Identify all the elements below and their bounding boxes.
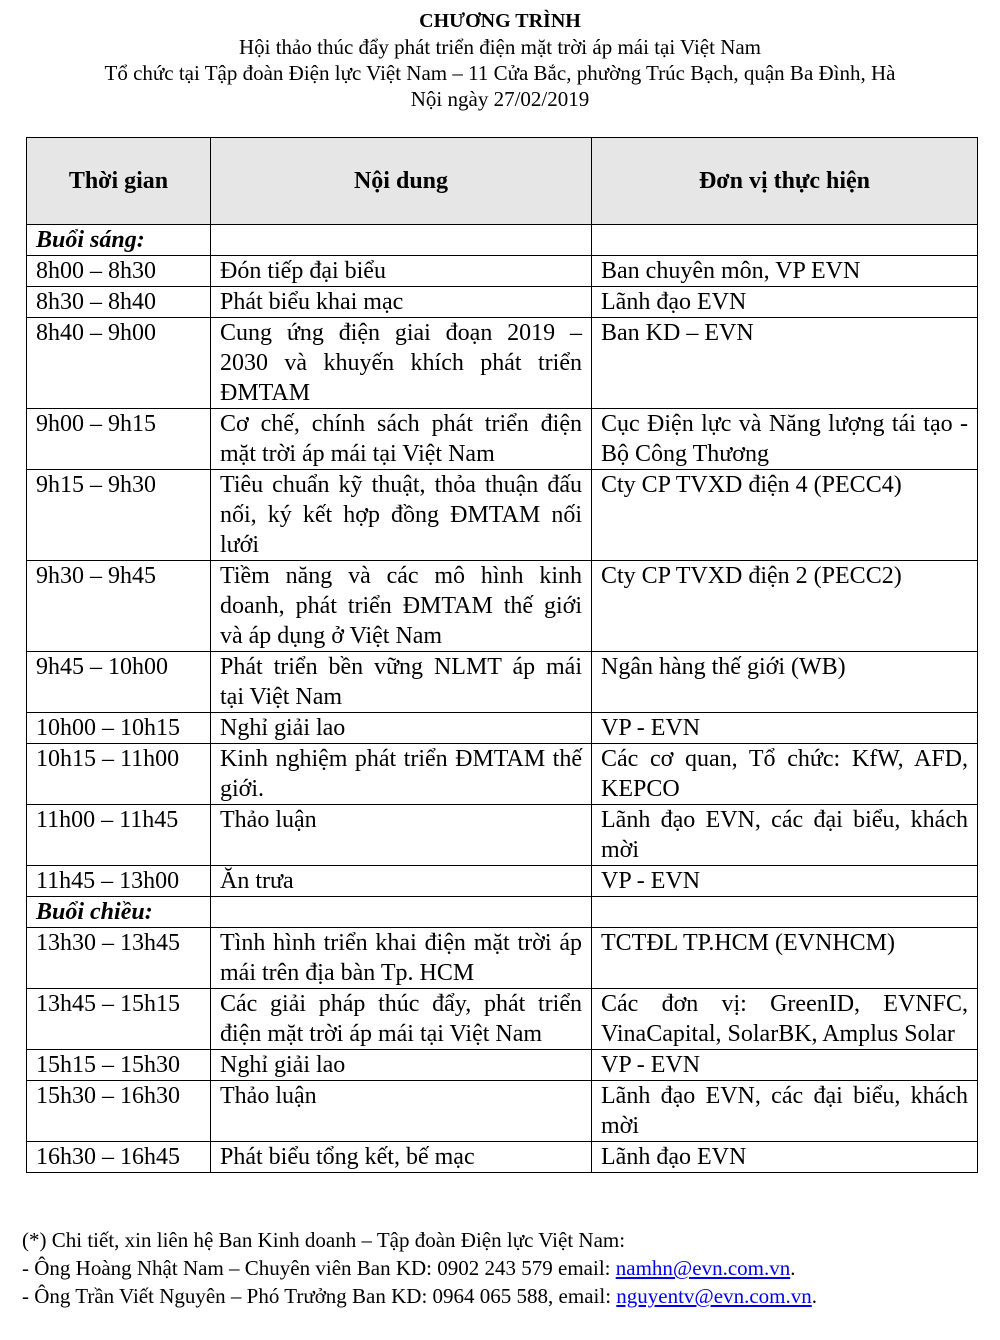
- unit-cell: Cty CP TVXD điện 4 (PECC4): [592, 470, 978, 561]
- time-cell: 15h30 – 16h30: [27, 1081, 211, 1142]
- time-cell: 8h30 – 8h40: [27, 287, 211, 318]
- unit-cell: Lãnh đạo EVN: [592, 1142, 978, 1173]
- schedule-table: [26, 137, 978, 1173]
- content-cell: Tiêu chuẩn kỹ thuật, thỏa thuận đấu nối, ký kết hợp đồng ĐMTAM nối lưới: [211, 470, 592, 561]
- table-row: [27, 470, 978, 561]
- time-cell: 15h15 – 15h30: [27, 1050, 211, 1081]
- content-cell: Các giải pháp thúc đẩy, phát triển điện mặt trời áp mái tại Việt Nam: [211, 989, 592, 1050]
- unit-cell: VP - EVN: [592, 1050, 978, 1081]
- time-cell: 10h15 – 11h00: [27, 744, 211, 805]
- table-row: [27, 409, 978, 470]
- unit-cell: Cục Điện lực và Năng lượng tái tạo - Bộ Công Thương: [592, 409, 978, 470]
- unit-cell: Ngân hàng thế giới (WB): [592, 652, 978, 713]
- contact-2-end: .: [811, 1284, 818, 1308]
- table-row: [27, 805, 978, 866]
- table-row: [27, 713, 978, 744]
- time-cell: 8h40 – 9h00: [27, 318, 211, 409]
- empty-cell: [592, 897, 978, 928]
- table-header-row: [27, 138, 978, 225]
- content-cell: Ăn trưa: [211, 866, 592, 897]
- contact-2-text: - Ông Trần Viết Nguyên – Phó Trưởng Ban KD: 0964 065 588, email:: [22, 1284, 617, 1308]
- content-cell: Phát biểu khai mạc: [211, 287, 592, 318]
- content-cell: Tiềm năng và các mô hình kinh doanh, phát triển ĐMTAM thế giới và áp dụng ở Việt Nam: [211, 561, 592, 652]
- column-header-time: Thời gian: [27, 138, 211, 225]
- contact-intro: (*) Chi tiết, xin liên hệ Ban Kinh doanh – Tập đoàn Điện lực Việt Nam:: [22, 1228, 626, 1252]
- unit-cell: Lãnh đạo EVN, các đại biểu, khách mời: [592, 1081, 978, 1142]
- time-cell: 13h45 – 15h15: [27, 989, 211, 1050]
- table-row: [27, 1081, 978, 1142]
- time-cell: 9h00 – 9h15: [27, 409, 211, 470]
- time-cell: 8h00 – 8h30: [27, 256, 211, 287]
- empty-cell: [211, 897, 592, 928]
- table-row: [27, 561, 978, 652]
- event-venue: Tổ chức tại Tập đoàn Điện lực Việt Nam – 11 Cửa Bắc, phường Trúc Bạch, quận Ba Đình, Hà: [104, 61, 896, 85]
- unit-cell: Các đơn vị: GreenID, EVNFC, VinaCapital, SolarBK, Amplus Solar: [592, 989, 978, 1050]
- table-row: [27, 652, 978, 713]
- time-cell: 9h15 – 9h30: [27, 470, 211, 561]
- unit-cell: VP - EVN: [592, 866, 978, 897]
- empty-cell: [211, 225, 592, 256]
- time-cell: 13h30 – 13h45: [27, 928, 211, 989]
- session-label-morning: Buổi sáng:: [27, 225, 211, 256]
- document-title: CHƯƠNG TRÌNH: [419, 10, 581, 32]
- empty-cell: [592, 225, 978, 256]
- unit-cell: Ban chuyên môn, VP EVN: [592, 256, 978, 287]
- unit-cell: Lãnh đạo EVN: [592, 287, 978, 318]
- content-cell: Phát biểu tổng kết, bế mạc: [211, 1142, 592, 1173]
- content-cell: Phát triển bền vững NLMT áp mái tại Việt Nam: [211, 652, 592, 713]
- time-cell: 9h30 – 9h45: [27, 561, 211, 652]
- table-row: [27, 287, 978, 318]
- content-cell: Kinh nghiệm phát triển ĐMTAM thế giới.: [211, 744, 592, 805]
- column-header-content: Nội dung: [211, 138, 592, 225]
- unit-cell: TCTĐL TP.HCM (EVNHCM): [592, 928, 978, 989]
- content-cell: Nghỉ giải lao: [211, 713, 592, 744]
- content-cell: Thảo luận: [211, 1081, 592, 1142]
- table-row: [27, 928, 978, 989]
- document-header: [0, 0, 1000, 112]
- unit-cell: Ban KD – EVN: [592, 318, 978, 409]
- time-cell: 11h45 – 13h00: [27, 866, 211, 897]
- event-name: Hội thảo thúc đẩy phát triển điện mặt trời áp mái tại Việt Nam: [238, 35, 762, 59]
- table-row: [27, 744, 978, 805]
- unit-cell: VP - EVN: [592, 713, 978, 744]
- contact-2-email-link[interactable]: nguyentv@evn.com.vn: [616, 1284, 812, 1308]
- table-row: [27, 866, 978, 897]
- schedule-body: [27, 225, 978, 1173]
- table-row: [27, 1050, 978, 1081]
- unit-cell: Lãnh đạo EVN, các đại biểu, khách mời: [592, 805, 978, 866]
- table-row: [27, 989, 978, 1050]
- session-row-morning: [27, 225, 978, 256]
- session-label-afternoon: Buổi chiều:: [27, 897, 211, 928]
- content-cell: Đón tiếp đại biểu: [211, 256, 592, 287]
- unit-cell: Cty CP TVXD điện 2 (PECC2): [592, 561, 978, 652]
- content-cell: Cung ứng điện giai đoạn 2019 – 2030 và khuyến khích phát triển ĐMTAM: [211, 318, 592, 409]
- time-cell: 10h00 – 10h15: [27, 713, 211, 744]
- column-header-unit: Đơn vị thực hiện: [592, 138, 978, 225]
- content-cell: Nghỉ giải lao: [211, 1050, 592, 1081]
- time-cell: 16h30 – 16h45: [27, 1142, 211, 1173]
- content-cell: Thảo luận: [211, 805, 592, 866]
- contact-1-text: - Ông Hoàng Nhật Nam – Chuyên viên Ban KD: 0902 243 579 email:: [22, 1256, 616, 1280]
- table-row: [27, 1142, 978, 1173]
- time-cell: 9h45 – 10h00: [27, 652, 211, 713]
- session-row-afternoon: [27, 897, 978, 928]
- event-date: Nội ngày 27/02/2019: [410, 87, 590, 111]
- content-cell: Tình hình triển khai điện mặt trời áp mái trên địa bàn Tp. HCM: [211, 928, 592, 989]
- table-row: [27, 256, 978, 287]
- table-row: [27, 318, 978, 409]
- contact-footer: [22, 1226, 817, 1310]
- contact-1-end: .: [790, 1256, 796, 1280]
- contact-1-email-link[interactable]: namhn@evn.com.vn: [615, 1256, 791, 1280]
- contact-1: [22, 1254, 817, 1282]
- unit-cell: Các cơ quan, Tổ chức: KfW, AFD, KEPCO: [592, 744, 978, 805]
- time-cell: 11h00 – 11h45: [27, 805, 211, 866]
- content-cell: Cơ chế, chính sách phát triển điện mặt trời áp mái tại Việt Nam: [211, 409, 592, 470]
- contact-2: [22, 1282, 817, 1310]
